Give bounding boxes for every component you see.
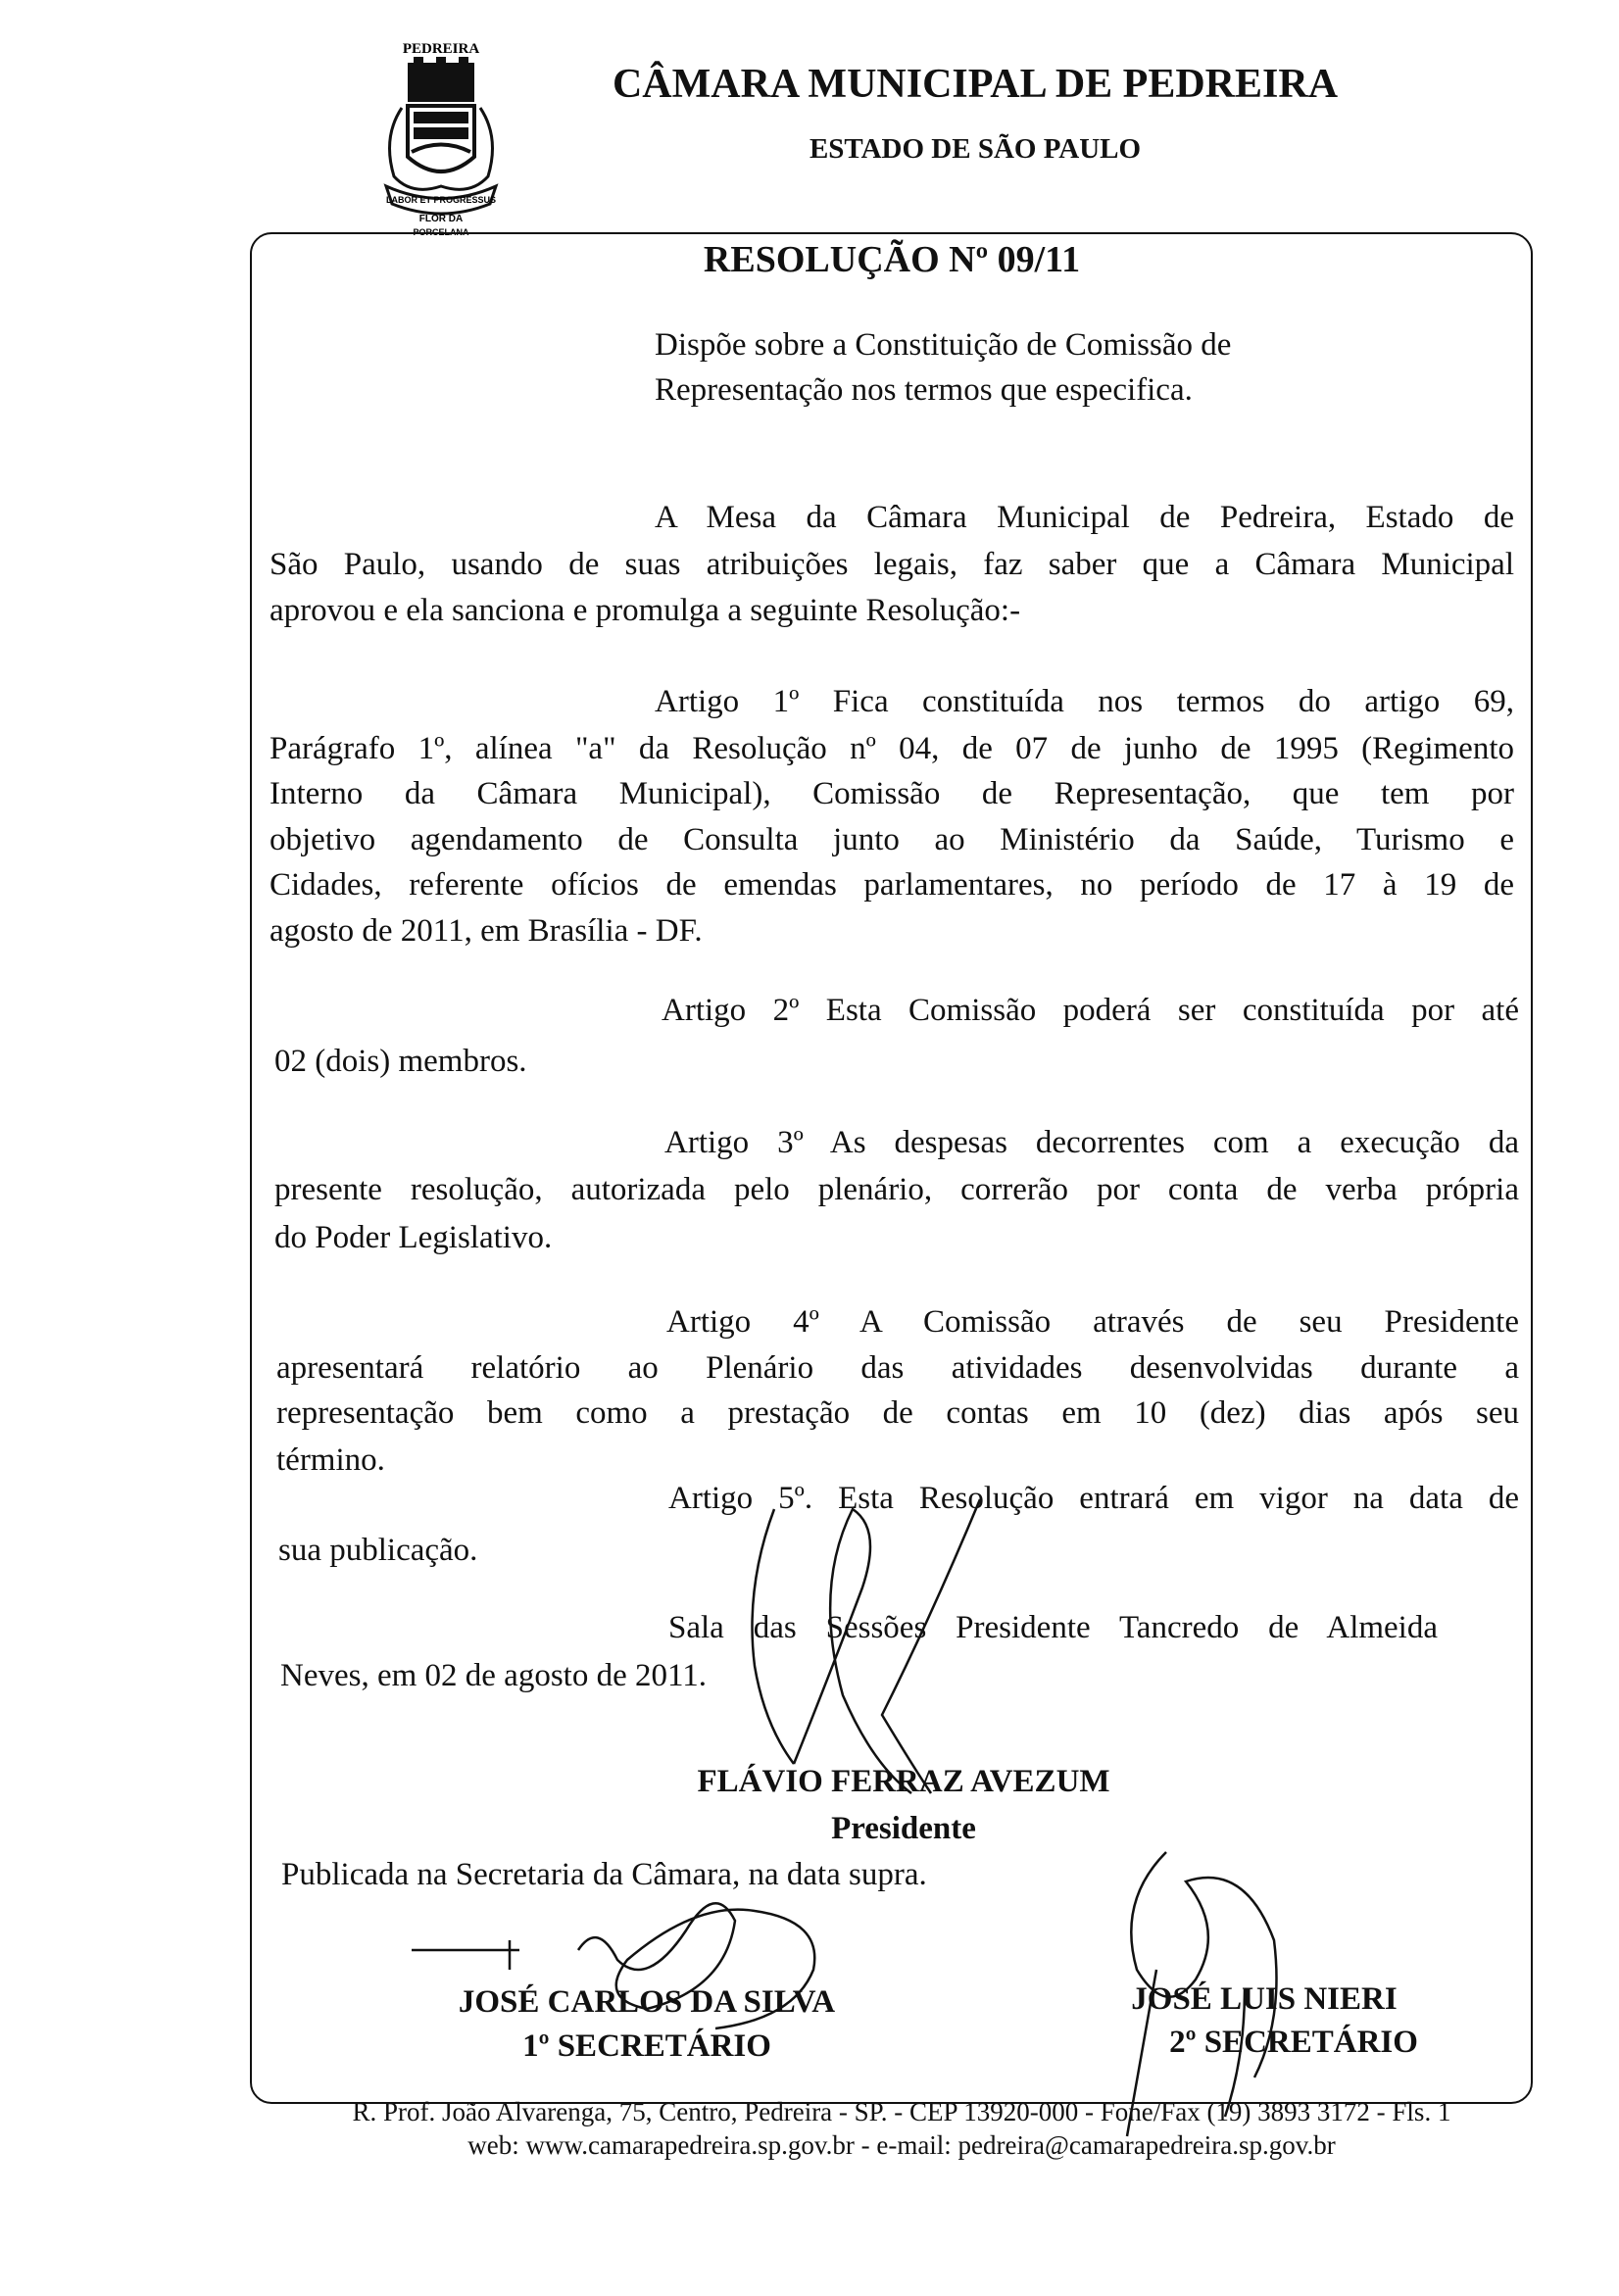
svg-text:PORCELANA: PORCELANA <box>413 227 469 237</box>
secretary-2-title: 2º SECRETÁRIO <box>1169 2025 1418 2060</box>
svg-text:FLOR DA: FLOR DA <box>418 214 464 224</box>
article-5-line: sua publicação. <box>278 1533 478 1568</box>
president-name: FLÁVIO FERRAZ AVEZUM <box>697 1764 1110 1799</box>
article-1-line: objetivo agendamento de Consulta junto ao Ministério da Saúde, Turismo e <box>270 822 1514 857</box>
ementa-line: Dispõe sobre a Constituição de Comissão de <box>655 327 1232 363</box>
article-2-line: Artigo 2º Esta Comissão poderá ser constituída por até <box>662 993 1519 1028</box>
resolution-title: RESOLUÇÃO Nº 09/11 <box>703 239 1081 280</box>
institution-title: CÂMARA MUNICIPAL DE PEDREIRA <box>612 62 1339 107</box>
secretary-1-name: JOSÉ CARLOS DA SILVA <box>458 1984 836 2020</box>
article-3-line: Artigo 3º As despesas decorrentes com a execução da <box>664 1125 1519 1160</box>
article-4-line: representação bem como a prestação de contas em 10 (dez) dias após seu <box>276 1395 1519 1431</box>
article-1-line: Interno da Câmara Municipal), Comissão de Representação, que tem por <box>270 776 1514 811</box>
article-4-line: apresentará relatório ao Plenário das atividades desenvolvidas durante a <box>276 1350 1519 1386</box>
publication-note: Publicada na Secretaria da Câmara, na data supra. <box>281 1857 927 1892</box>
article-1-line: Cidades, referente ofícios de emendas parlamentares, no período de 17 à 19 de <box>270 867 1514 903</box>
article-2-line: 02 (dois) membros. <box>274 1044 527 1079</box>
article-3-line: presente resolução, autorizada pelo plenário, correrão por conta de verba própria <box>274 1172 1519 1207</box>
article-1-line: Parágrafo 1º, alínea "a" da Resolução nº 04, de 07 de junho de 1995 (Regimento <box>270 731 1514 766</box>
ementa-line: Representação nos termos que especifica. <box>655 372 1193 408</box>
preamble-line: São Paulo, usando de suas atribuições legais, faz saber que a Câmara Municipal <box>270 547 1514 582</box>
signature-secretary-1 <box>402 1842 892 2043</box>
institution-subtitle: ESTADO DE SÃO PAULO <box>809 133 1142 165</box>
closing-line: Sala das Sessões Presidente Tancredo de Almeida <box>668 1610 1438 1645</box>
article-4-line: término. <box>276 1442 385 1478</box>
svg-text:PEDREIRA: PEDREIRA <box>402 41 480 57</box>
preamble-line: A Mesa da Câmara Municipal de Pedreira, Estado de <box>655 500 1514 535</box>
secretary-1-title: 1º SECRETÁRIO <box>522 2028 771 2064</box>
footer-address: R. Prof. João Alvarenga, 75, Centro, Pedreira - SP. - CEP 13920-000 - Fone/Fax (19) 3893 3172 - Fls. 1 <box>352 2097 1451 2126</box>
secretary-2-name: JOSÉ LUIS NIERI <box>1131 1981 1398 2017</box>
article-1-line: agosto de 2011, em Brasília - DF. <box>270 913 703 949</box>
coat-of-arms-logo <box>372 29 510 240</box>
article-4-line: Artigo 4º A Comissão através de seu Presidente <box>666 1304 1519 1340</box>
article-3-line: do Poder Legislativo. <box>274 1220 553 1255</box>
president-title: Presidente <box>831 1811 976 1846</box>
signature-president <box>686 1470 1127 1867</box>
footer-web-email: web: www.camarapedreira.sp.gov.br - e-mail: pedreira@camarapedreira.sp.gov.br <box>467 2130 1336 2160</box>
svg-text:LABOR ET PROGRESSUS: LABOR ET PROGRESSUS <box>385 195 497 205</box>
closing-line: Neves, em 02 de agosto de 2011. <box>280 1658 708 1693</box>
preamble-line: aprovou e ela sanciona e promulga a seguinte Resolução:- <box>270 593 1021 628</box>
article-5-line: Artigo 5º. Esta Resolução entrará em vigor na data de <box>668 1481 1519 1516</box>
article-1-line: Artigo 1º Fica constituída nos termos do artigo 69, <box>655 684 1514 719</box>
